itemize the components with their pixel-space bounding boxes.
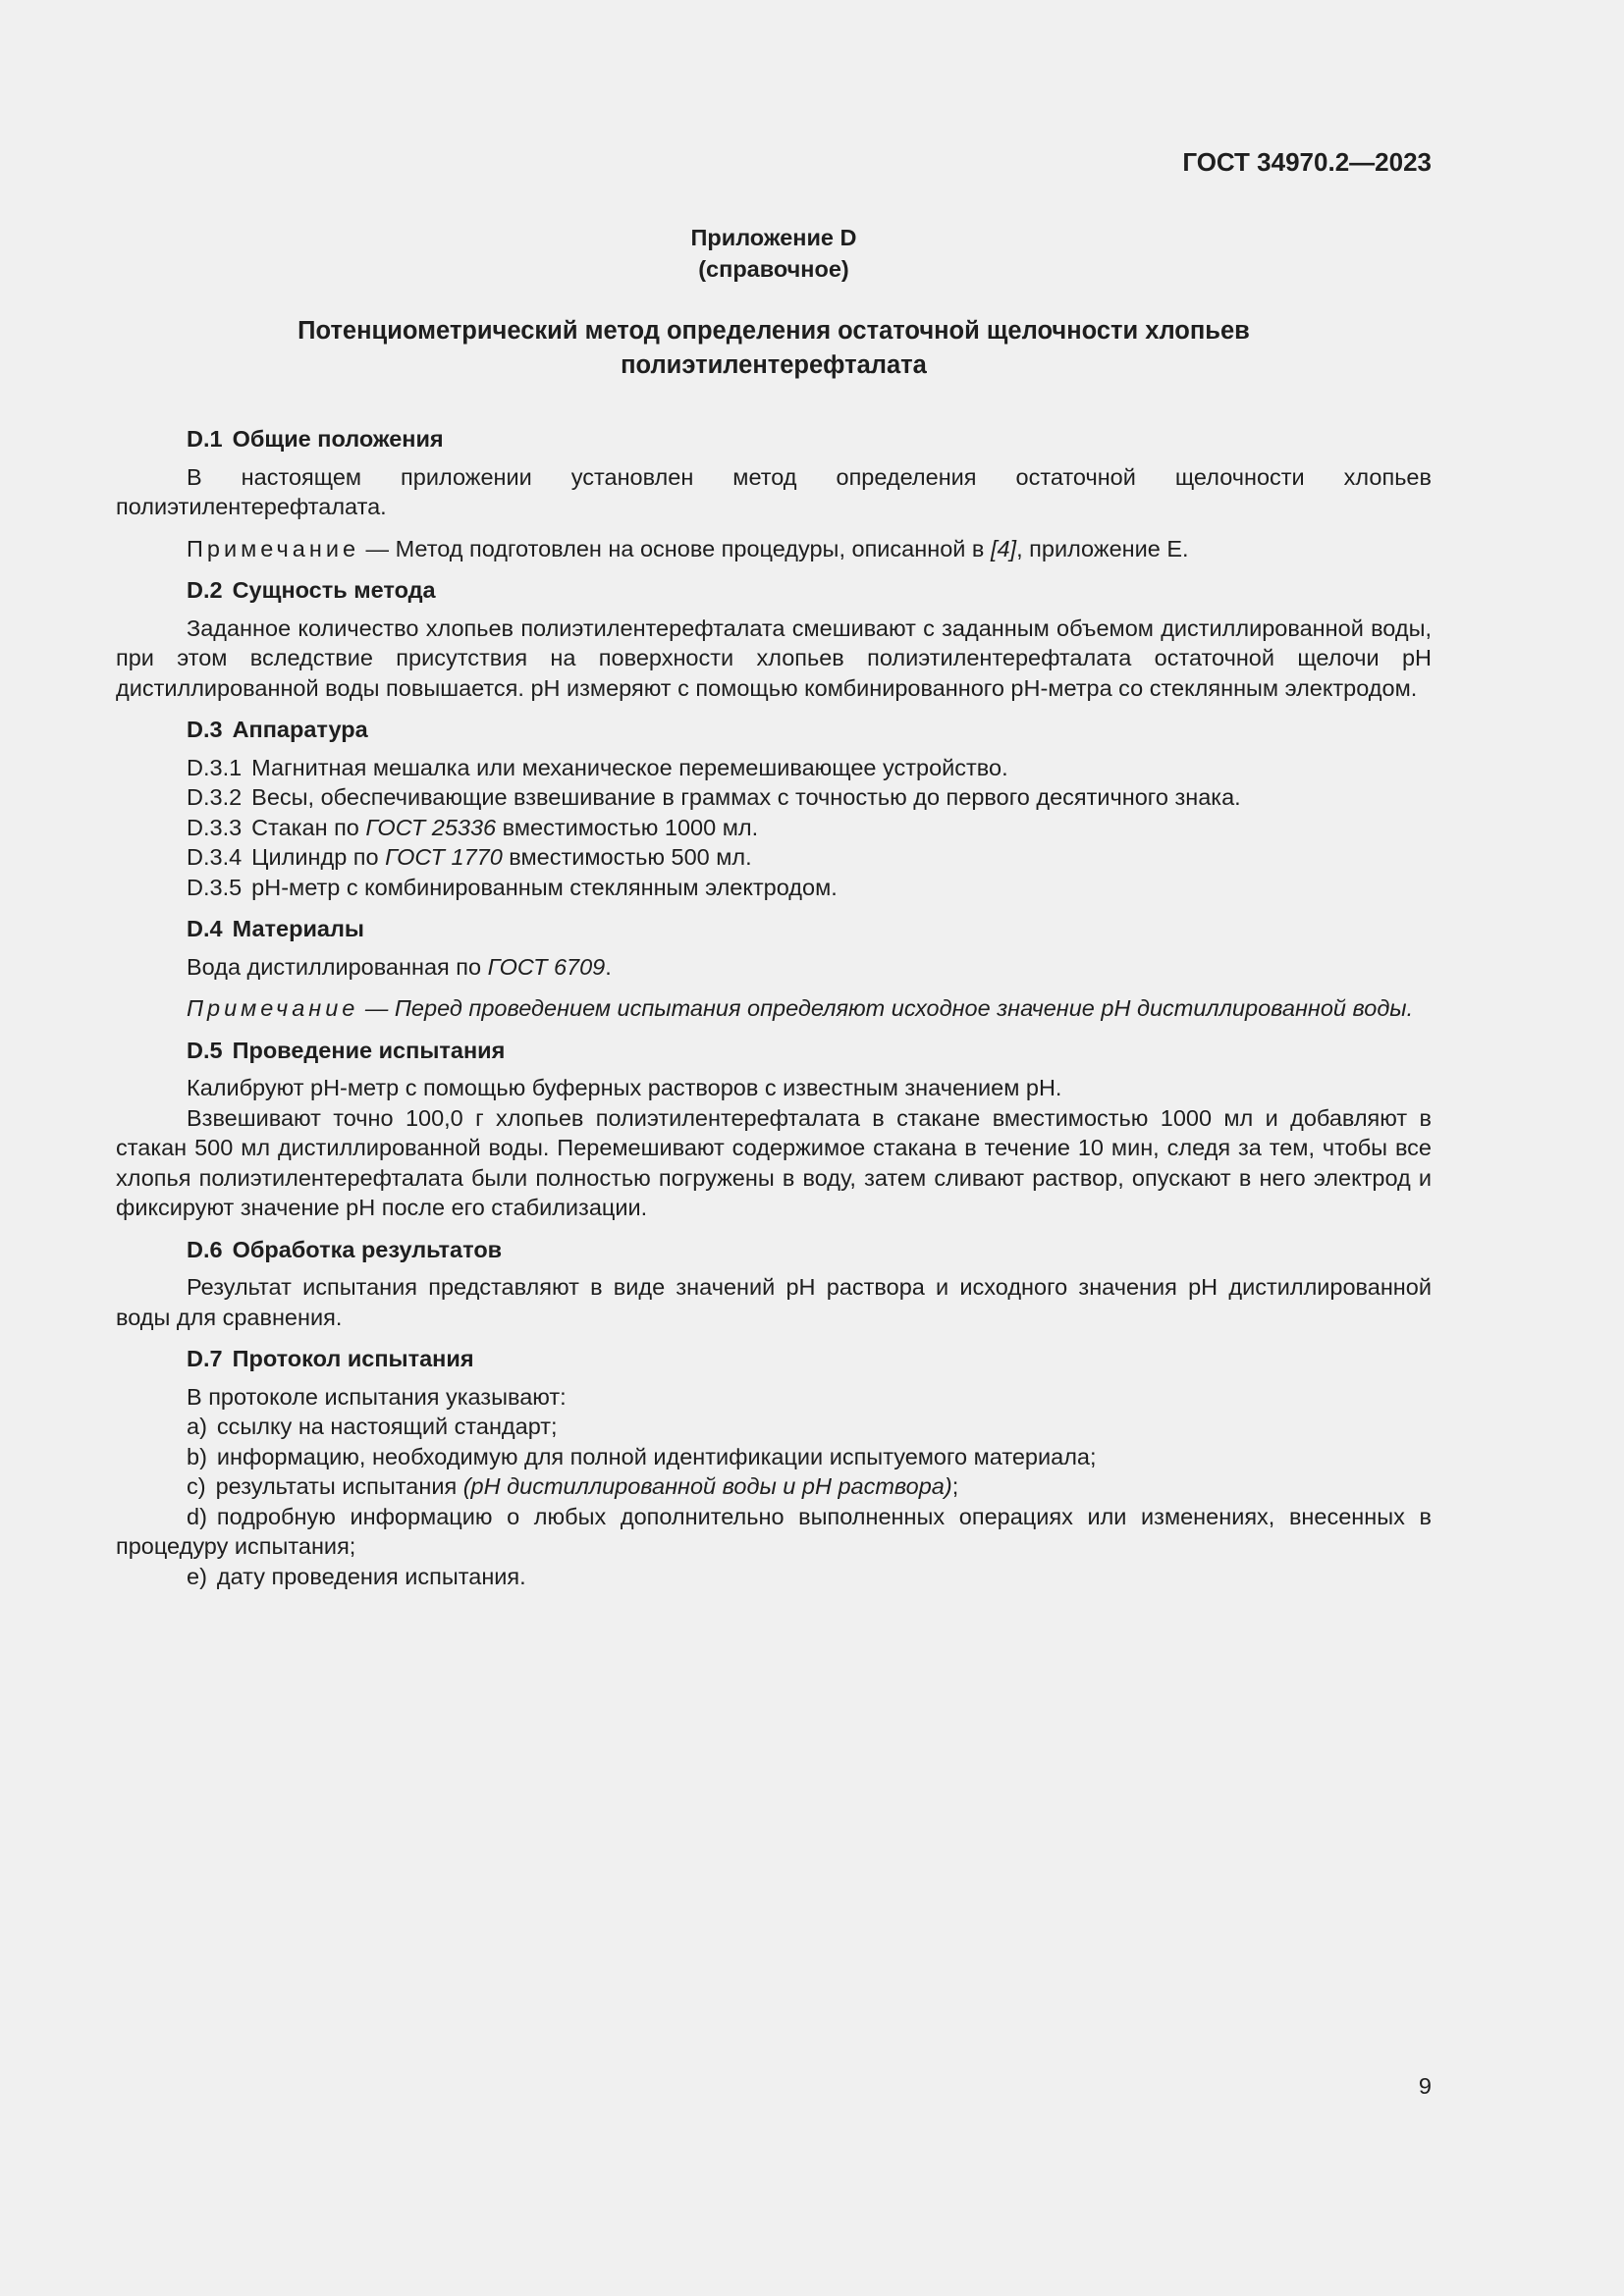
page-number: 9 — [1418, 2073, 1432, 2099]
item-text: Цилиндр по — [251, 844, 386, 870]
list-item — [116, 753, 1432, 783]
apparatus-list — [116, 753, 1432, 903]
standard-reference: ГОСТ 1770 — [385, 844, 503, 870]
section-number: D.6 — [187, 1236, 223, 1262]
list-item — [116, 1502, 1432, 1562]
item-text-end: вместимостью 1000 мл. — [496, 814, 759, 840]
section-heading — [116, 914, 1432, 944]
list-item — [116, 1562, 1432, 1592]
list-item — [116, 1442, 1432, 1472]
paragraph: В настоящем приложении установлен метод определения остаточной щелочности хлопьев полиэтилентерефталата. — [116, 463, 1432, 519]
paragraph — [116, 952, 1432, 983]
paragraph: Взвешивают точно 100,0 г хлопьев полиэтилентерефталата в стакане вместимостью 1000 мл и добавляют в стакан 500 мл дистиллированной воды. Перемешивают содержимое стакана в течение 10 мин, следя за тем, чтобы все хлопья полиэтилентерефталата были полностью погружены в воду, затем сливают раствор, опускают в него электрод и фиксируют значение pH после его стабилизации. — [116, 1104, 1432, 1220]
section-d5 — [116, 1036, 1432, 1223]
item-text: Стакан по — [251, 814, 366, 840]
item-number: D.3.3 — [187, 814, 243, 840]
document-code: ГОСТ 34970.2—2023 — [1182, 147, 1432, 177]
section-title: Материалы — [232, 916, 364, 941]
section-d2 — [116, 575, 1432, 703]
item-letter: c) — [187, 1473, 206, 1499]
item-text: подробную информацию о любых дополнительно выполненных операциях или изменениях, внесенных в процедуру испытания; — [116, 1503, 1432, 1559]
list-item — [116, 1471, 1432, 1502]
section-heading — [116, 1344, 1432, 1374]
item-letter: d) — [187, 1503, 207, 1529]
item-text: ссылку на настоящий стандарт; — [216, 1414, 558, 1439]
item-number: D.3.1 — [187, 754, 243, 780]
section-number: D.7 — [187, 1346, 223, 1371]
section-title: Проведение испытания — [232, 1037, 506, 1063]
list-item — [116, 782, 1432, 813]
section-d7 — [116, 1344, 1432, 1591]
paragraph: Калибруют pH-метр с помощью буферных растворов с известным значением pH. — [187, 1075, 1062, 1100]
document-body — [116, 145, 1432, 1591]
section-d6 — [116, 1235, 1432, 1333]
section-heading — [116, 1036, 1432, 1066]
item-number: D.3.4 — [187, 844, 243, 870]
protocol-list — [116, 1412, 1432, 1591]
note-label: Примечание — [187, 995, 359, 1021]
item-text: информацию, необходимую для полной идентификации испытуемого материала; — [216, 1443, 1097, 1469]
item-italic-text: (pH дистиллированной воды и pH раствора) — [462, 1473, 952, 1499]
paragraph: В протоколе испытания указывают: — [187, 1383, 567, 1410]
item-letter: b) — [187, 1443, 207, 1469]
standard-reference: ГОСТ 25336 — [365, 814, 497, 840]
item-text: дату проведения испытания. — [216, 1563, 526, 1589]
list-item — [116, 873, 1432, 903]
paragraph-text: Вода дистиллированная по — [187, 953, 488, 980]
paragraph-text-end: . — [605, 953, 612, 980]
section-d1 — [116, 424, 1432, 563]
item-number: D.3.2 — [187, 784, 243, 810]
section-number: D.3 — [187, 717, 223, 742]
note-text: — Перед проведением испытания определяют исходное значение pH дистиллированной воды. — [358, 995, 1414, 1021]
annex-title: Потенциометрический метод определения остаточной щелочности хлопьев полиэтилентерефталата — [298, 317, 1250, 379]
section-title: Сущность метода — [232, 577, 436, 603]
annex-heading — [116, 222, 1432, 285]
list-item — [116, 813, 1432, 843]
item-text: результаты испытания — [215, 1473, 463, 1499]
section-title: Протокол испытания — [232, 1346, 474, 1371]
section-heading — [116, 1235, 1432, 1265]
section-title: Общие положения — [232, 426, 444, 452]
annex-type: (справочное) — [698, 256, 849, 282]
standard-reference: ГОСТ 6709 — [487, 953, 606, 980]
note — [116, 993, 1432, 1024]
section-d3 — [116, 715, 1432, 902]
section-heading — [116, 715, 1432, 745]
list-item — [116, 842, 1432, 873]
note — [116, 534, 1432, 564]
note-label: Примечание — [187, 535, 360, 561]
item-letter: e) — [187, 1563, 207, 1589]
paragraph: Результат испытания представляют в виде значений pH раствора и исходного значения pH дистиллированной воды для сравнения. — [116, 1274, 1432, 1330]
item-letter: a) — [187, 1414, 207, 1439]
note-text-end: , приложение Е. — [1016, 535, 1189, 561]
item-text: Магнитная мешалка или механическое перемешивающее устройство. — [251, 754, 1008, 780]
section-d4 — [116, 914, 1432, 1024]
section-heading — [116, 424, 1432, 454]
note-text: — Метод подготовлен на основе процедуры, описанной в — [359, 535, 991, 561]
section-heading — [116, 575, 1432, 606]
annex-label: Приложение D — [690, 225, 857, 250]
section-number: D.5 — [187, 1037, 223, 1063]
item-text: pH-метр с комбинированным стеклянным электродом. — [251, 874, 838, 900]
section-number: D.2 — [187, 577, 223, 603]
section-title: Обработка результатов — [232, 1236, 503, 1262]
item-text-end: ; — [951, 1473, 959, 1499]
reference: [4] — [990, 535, 1017, 561]
item-text-end: вместимостью 500 мл. — [502, 844, 752, 870]
section-number: D.4 — [187, 916, 223, 941]
list-item — [116, 1412, 1432, 1442]
item-text: Весы, обеспечивающие взвешивание в граммах с точностью до первого десятичного знака. — [251, 784, 1241, 810]
item-number: D.3.5 — [187, 874, 243, 900]
section-title: Аппаратура — [232, 717, 368, 742]
section-number: D.1 — [187, 426, 223, 452]
paragraph: Заданное количество хлопьев полиэтилентерефталата смешивают с заданным объемом дистиллированной воды, при этом вследствие присутствия на поверхности хлопьев полиэтилентерефталата остаточной щелочи pH дистиллированной воды повышается. pH измеряют с помощью комбинированного pH-метра со стеклянным электродом. — [116, 614, 1432, 701]
